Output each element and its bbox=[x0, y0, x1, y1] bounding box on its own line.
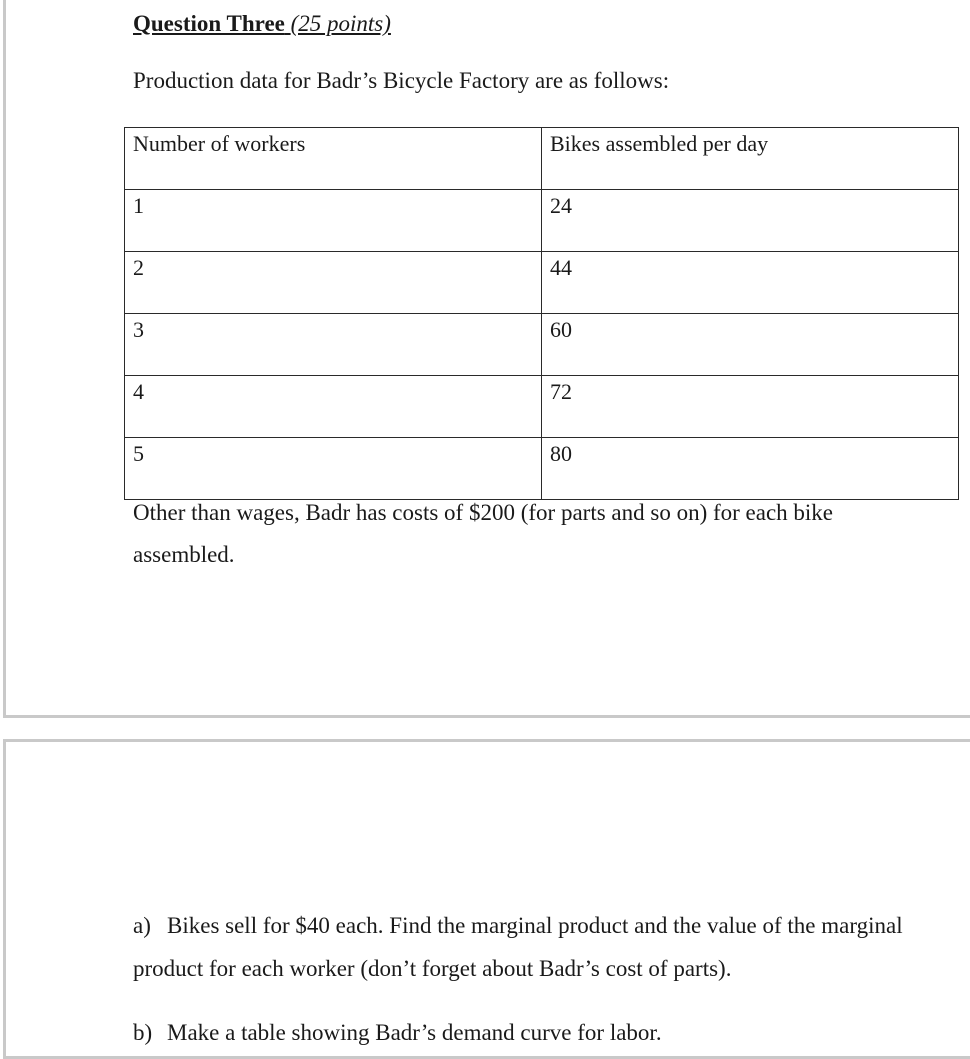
cell-workers: 4 bbox=[125, 376, 542, 438]
cost-note: Other than wages, Badr has costs of $200 (for parts and so on) for each bike assembled. bbox=[133, 500, 834, 567]
question-heading bbox=[133, 11, 391, 37]
question-title: Question Three bbox=[133, 11, 285, 36]
table-row bbox=[125, 314, 959, 376]
cell-workers: 2 bbox=[125, 252, 542, 314]
table-row bbox=[125, 438, 959, 500]
part-b-text: Make a table showing Badr’s demand curve for labor. bbox=[167, 1020, 662, 1045]
table-row bbox=[125, 252, 959, 314]
header-workers: Number of workers bbox=[125, 128, 542, 190]
question-points: (25 points) bbox=[290, 11, 391, 36]
question-part-a bbox=[133, 904, 923, 990]
cell-workers: 5 bbox=[125, 438, 542, 500]
cell-bikes: 44 bbox=[542, 252, 959, 314]
cell-bikes: 72 bbox=[542, 376, 959, 438]
cell-workers: 1 bbox=[125, 190, 542, 252]
part-a-label: a) bbox=[133, 913, 151, 938]
production-table bbox=[124, 127, 959, 500]
intro-text: Production data for Badr’s Bicycle Factory are as follows: bbox=[133, 68, 670, 93]
cell-workers: 3 bbox=[125, 314, 542, 376]
table-row bbox=[125, 190, 959, 252]
header-bikes: Bikes assembled per day bbox=[542, 128, 959, 190]
cell-bikes: 80 bbox=[542, 438, 959, 500]
part-a-text: Bikes sell for $40 each. Find the marginal product and the value of the marginal product for each worker (don’t forget about Badr’s cost of parts). bbox=[133, 913, 903, 981]
table-header-row bbox=[125, 128, 959, 190]
part-b-label: b) bbox=[133, 1020, 153, 1045]
cell-bikes: 24 bbox=[542, 190, 959, 252]
cell-bikes: 60 bbox=[542, 314, 959, 376]
table-row bbox=[125, 376, 959, 438]
